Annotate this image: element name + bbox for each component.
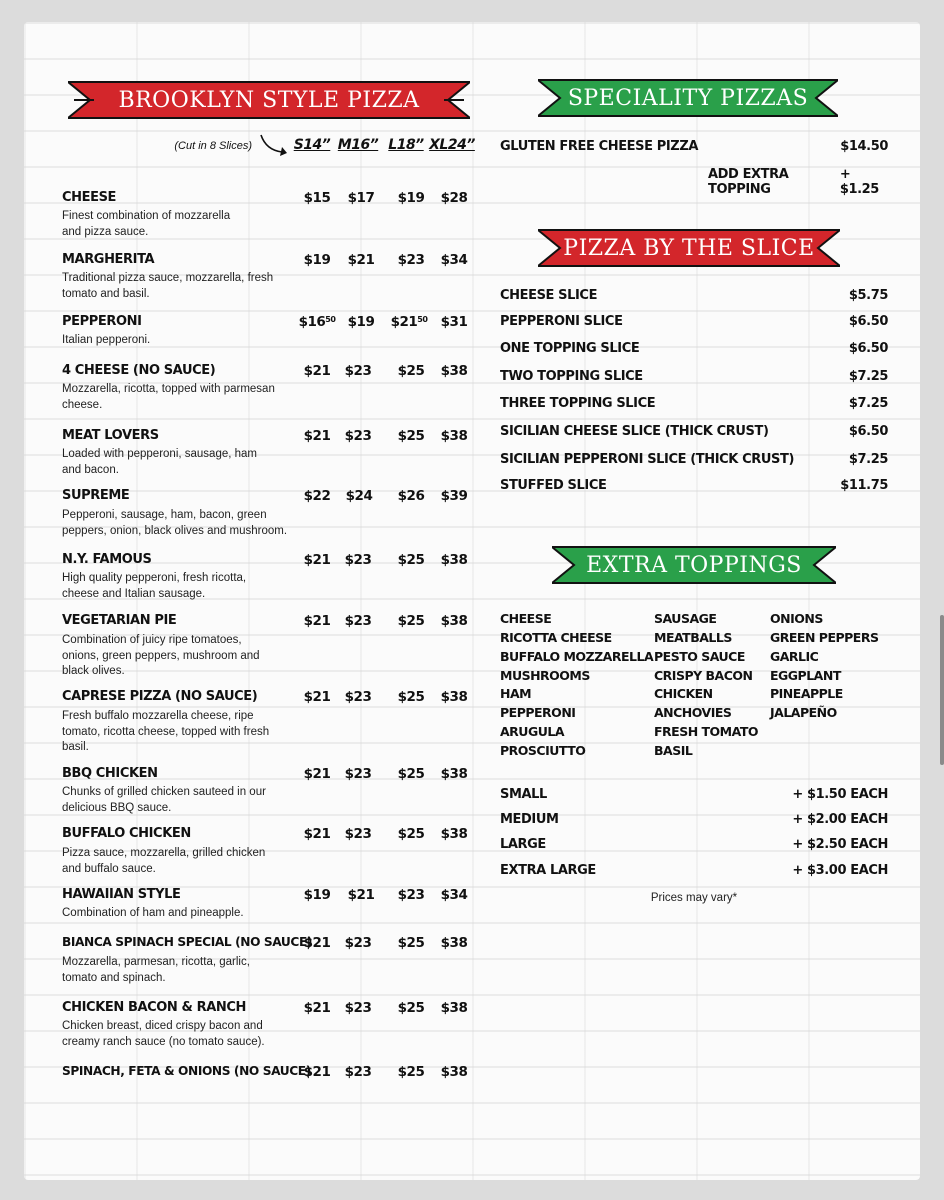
topping-item: BUFFALO MOZZARELLA — [500, 649, 654, 664]
pizza-name: CHICKEN BACON & RANCH — [62, 1000, 246, 1015]
topping-price-row: EXTRA LARGE + $3.00 EACH — [500, 863, 888, 878]
pizza-name: VEGETARIAN PIE — [62, 613, 177, 628]
slice-row: TWO TOPPING SLICE $7.25 — [500, 369, 888, 384]
price-xl: $38 — [440, 363, 468, 379]
price-medium: $23 — [344, 552, 372, 568]
topping-item: RICOTTA CHEESE — [500, 630, 612, 645]
slice-row: THREE TOPPING SLICE $7.25 — [500, 396, 888, 411]
topping-price-row: SMALL + $1.50 EACH — [500, 787, 888, 802]
price-large: $23 — [397, 252, 425, 268]
topping-item: PEPPERONI — [500, 705, 576, 720]
price-xl: $38 — [440, 935, 468, 951]
pizza-name: MEAT LOVERS — [62, 428, 159, 443]
topping-item: SAUSAGE — [654, 611, 717, 626]
price-large: $25 — [397, 689, 425, 705]
topping-item: EGGPLANT — [770, 668, 841, 683]
pizza-name: N.Y. FAMOUS — [62, 552, 152, 567]
price-medium: $19 — [347, 314, 375, 330]
price-large: $25 — [397, 363, 425, 379]
price-small: $15 — [303, 190, 331, 206]
price-large: $25 — [397, 935, 425, 951]
speciality-price: + $1.25 — [839, 167, 879, 197]
topping-item: GREEN PEPPERS — [770, 630, 879, 645]
pizza-desc: Pepperoni, sausage, ham, bacon, green peppers, onion, black olives and mushroom. — [62, 509, 288, 537]
pizza-desc: Loaded with pepperoni, sausage, ham and bacon. — [62, 448, 258, 476]
slice-row: CHEESE SLICE $5.75 — [500, 288, 888, 303]
price-large: $25 — [397, 613, 425, 629]
price-medium: $23 — [344, 689, 372, 705]
pizza-name: BBQ CHICKEN — [62, 766, 158, 781]
topping-item: MEATBALLS — [654, 630, 732, 645]
topping-price-row: LARGE + $2.50 EACH — [500, 837, 888, 852]
pizza-name: PEPPERONI — [62, 314, 142, 329]
extra-toppings-banner — [552, 543, 836, 587]
price-small: $21 — [303, 428, 331, 444]
speciality-row — [500, 139, 888, 154]
topping-item: PINEAPPLE — [770, 686, 843, 701]
price-large: $26 — [397, 488, 425, 504]
size-small-header: S14” — [293, 137, 331, 153]
slice-row: STUFFED SLICE $11.75 — [500, 478, 888, 493]
price-xl: $31 — [440, 314, 468, 330]
price-small: $22 — [303, 488, 331, 504]
price-small: $21 — [303, 766, 331, 782]
price-medium: $17 — [347, 190, 375, 206]
extra-topping-row — [708, 167, 888, 197]
banner-title: SPECIALITY PIZZAS — [567, 85, 809, 111]
price-small: $21 — [303, 826, 331, 842]
price-large: $\$21^{50}$ — [390, 314, 428, 330]
price-xl: $38 — [440, 613, 468, 629]
price-medium: $23 — [344, 1000, 372, 1016]
price-medium: $24 — [345, 488, 373, 504]
price-small: $21 — [303, 1064, 331, 1080]
topping-item: ARUGULA — [500, 724, 564, 739]
price-small: $21 — [303, 689, 331, 705]
pizza-name: SUPREME — [62, 488, 130, 503]
price-xl: $38 — [440, 826, 468, 842]
topping-item: CHEESE — [500, 611, 552, 626]
price-medium: $23 — [344, 363, 372, 379]
price-large: $25 — [397, 428, 425, 444]
price-xl: $38 — [440, 766, 468, 782]
topping-item: PESTO SAUCE — [654, 649, 745, 664]
slice-row: SICILIAN CHEESE SLICE (THICK CRUST) $6.50 — [500, 424, 888, 439]
price-medium: $23 — [344, 1064, 372, 1080]
pizza-desc: Pizza sauce, mozzarella, grilled chicken and buffalo sauce. — [62, 847, 266, 875]
price-medium: $21 — [347, 887, 375, 903]
topping-item: CHICKEN — [654, 686, 713, 701]
price-large: $25 — [397, 1000, 425, 1016]
price-small: $19 — [303, 887, 331, 903]
price-xl: $28 — [440, 190, 468, 206]
pizza-name: CHEESE — [62, 190, 117, 205]
topping-item: CRISPY BACON — [654, 668, 753, 683]
price-small: $21 — [303, 613, 331, 629]
price-large: $25 — [397, 1064, 425, 1080]
speciality-name: GLUTEN FREE CHEESE PIZZA — [500, 139, 699, 154]
price-small: $\$16^{50}$ — [298, 314, 336, 330]
slice-row: SICILIAN PEPPERONI SLICE (THICK CRUST) $7.25 — [500, 452, 888, 467]
pizza-name: BUFFALO CHICKEN — [62, 826, 191, 841]
pizza-desc: Mozzarella, parmesan, ricotta, garlic, tomato and spinach. — [62, 956, 250, 984]
price-small: $19 — [303, 252, 331, 268]
banner-title: EXTRA TOPPINGS — [586, 552, 802, 578]
slice-row: ONE TOPPING SLICE $6.50 — [500, 341, 888, 356]
price-xl: $38 — [440, 1064, 468, 1080]
pizza-desc: Finest combination of mozzarella and pizza sauce. — [62, 210, 231, 238]
price-small: $21 — [303, 935, 331, 951]
pizza-desc: High quality pepperoni, fresh ricotta, cheese and Italian sausage. — [62, 572, 247, 600]
pizza-by-the-slice-banner — [538, 226, 840, 270]
price-medium: $23 — [344, 613, 372, 629]
size-medium-header: M16” — [337, 137, 379, 153]
pizza-desc: Traditional pizza sauce, mozzarella, fresh tomato and basil. — [62, 272, 274, 300]
pizza-name: 4 CHEESE (NO SAUCE) — [62, 363, 216, 378]
price-xl: $38 — [440, 428, 468, 444]
topping-item: JALAPEÑO — [770, 705, 837, 720]
size-large-header: L18” — [388, 137, 424, 153]
price-small: $21 — [303, 1000, 331, 1016]
price-xl: $39 — [440, 488, 468, 504]
speciality-price: $14.50 — [840, 139, 888, 154]
pizza-desc: Mozzarella, ricotta, topped with parmesan cheese. — [62, 383, 275, 411]
topping-item: HAM — [500, 686, 532, 701]
brooklyn-style-banner — [68, 78, 470, 122]
pizza-desc: Chicken breast, diced crispy bacon and creamy ranch sauce (no tomato sauce). — [62, 1020, 265, 1048]
topping-item: GARLIC — [770, 649, 819, 664]
pizza-desc: Italian pepperoni. — [62, 334, 151, 346]
price-small: $21 — [303, 363, 331, 379]
price-medium: $21 — [347, 252, 375, 268]
price-large: $25 — [397, 766, 425, 782]
topping-item: FRESH TOMATO — [654, 724, 758, 739]
topping-item: ONIONS — [770, 611, 823, 626]
pizza-name: HAWAIIAN STYLE — [62, 887, 181, 902]
pizza-name: CAPRESE PIZZA (NO SAUCE) — [62, 689, 258, 704]
prices-may-vary-note: Prices may vary* — [650, 892, 738, 904]
scrollbar[interactable] — [940, 615, 944, 765]
topping-item: ANCHOVIES — [654, 705, 732, 720]
pizza-name: BIANCA SPINACH SPECIAL (NO SAUCE) — [62, 935, 313, 949]
topping-item: MUSHROOMS — [500, 668, 590, 683]
size-xl-header: XL24” — [429, 137, 475, 153]
price-xl: $34 — [440, 252, 468, 268]
price-medium: $23 — [344, 826, 372, 842]
speciality-pizzas-banner — [538, 76, 838, 120]
speciality-name: ADD EXTRA TOPPING — [708, 167, 789, 197]
banner-title: BROOKLYN STYLE PIZZA — [118, 87, 420, 113]
price-large: $25 — [397, 826, 425, 842]
pizza-name: SPINACH, FETA & ONIONS (NO SAUCE) — [62, 1064, 311, 1078]
banner-title: PIZZA BY THE SLICE — [563, 235, 815, 261]
price-large: $19 — [397, 190, 425, 206]
cut-note: (Cut in 8 Slices) — [174, 140, 252, 152]
price-xl: $38 — [440, 552, 468, 568]
price-xl: $38 — [440, 689, 468, 705]
price-small: $21 — [303, 552, 331, 568]
price-large: $25 — [397, 552, 425, 568]
price-large: $23 — [397, 887, 425, 903]
topping-price-row: MEDIUM + $2.00 EACH — [500, 812, 888, 827]
topping-item: PROSCIUTTO — [500, 743, 586, 758]
slice-row: PEPPERONI SLICE $6.50 — [500, 314, 888, 329]
pizza-name: MARGHERITA — [62, 252, 155, 267]
curved-arrow-icon — [258, 132, 288, 158]
pizza-desc: Chunks of grilled chicken sauteed in our delicious BBQ sauce. — [62, 786, 266, 814]
pizza-desc: Fresh buffalo mozzarella cheese, ripe tomato, ricotta cheese, topped with fresh basil. — [62, 710, 270, 753]
topping-item: BASIL — [654, 743, 693, 758]
price-medium: $23 — [344, 935, 372, 951]
pizza-desc: Combination of ham and pineapple. — [62, 907, 244, 919]
pizza-desc: Combination of juicy ripe tomatoes, onions, green peppers, mushroom and black olives. — [62, 634, 260, 677]
price-xl: $38 — [440, 1000, 468, 1016]
price-medium: $23 — [344, 766, 372, 782]
price-medium: $23 — [344, 428, 372, 444]
price-xl: $34 — [440, 887, 468, 903]
